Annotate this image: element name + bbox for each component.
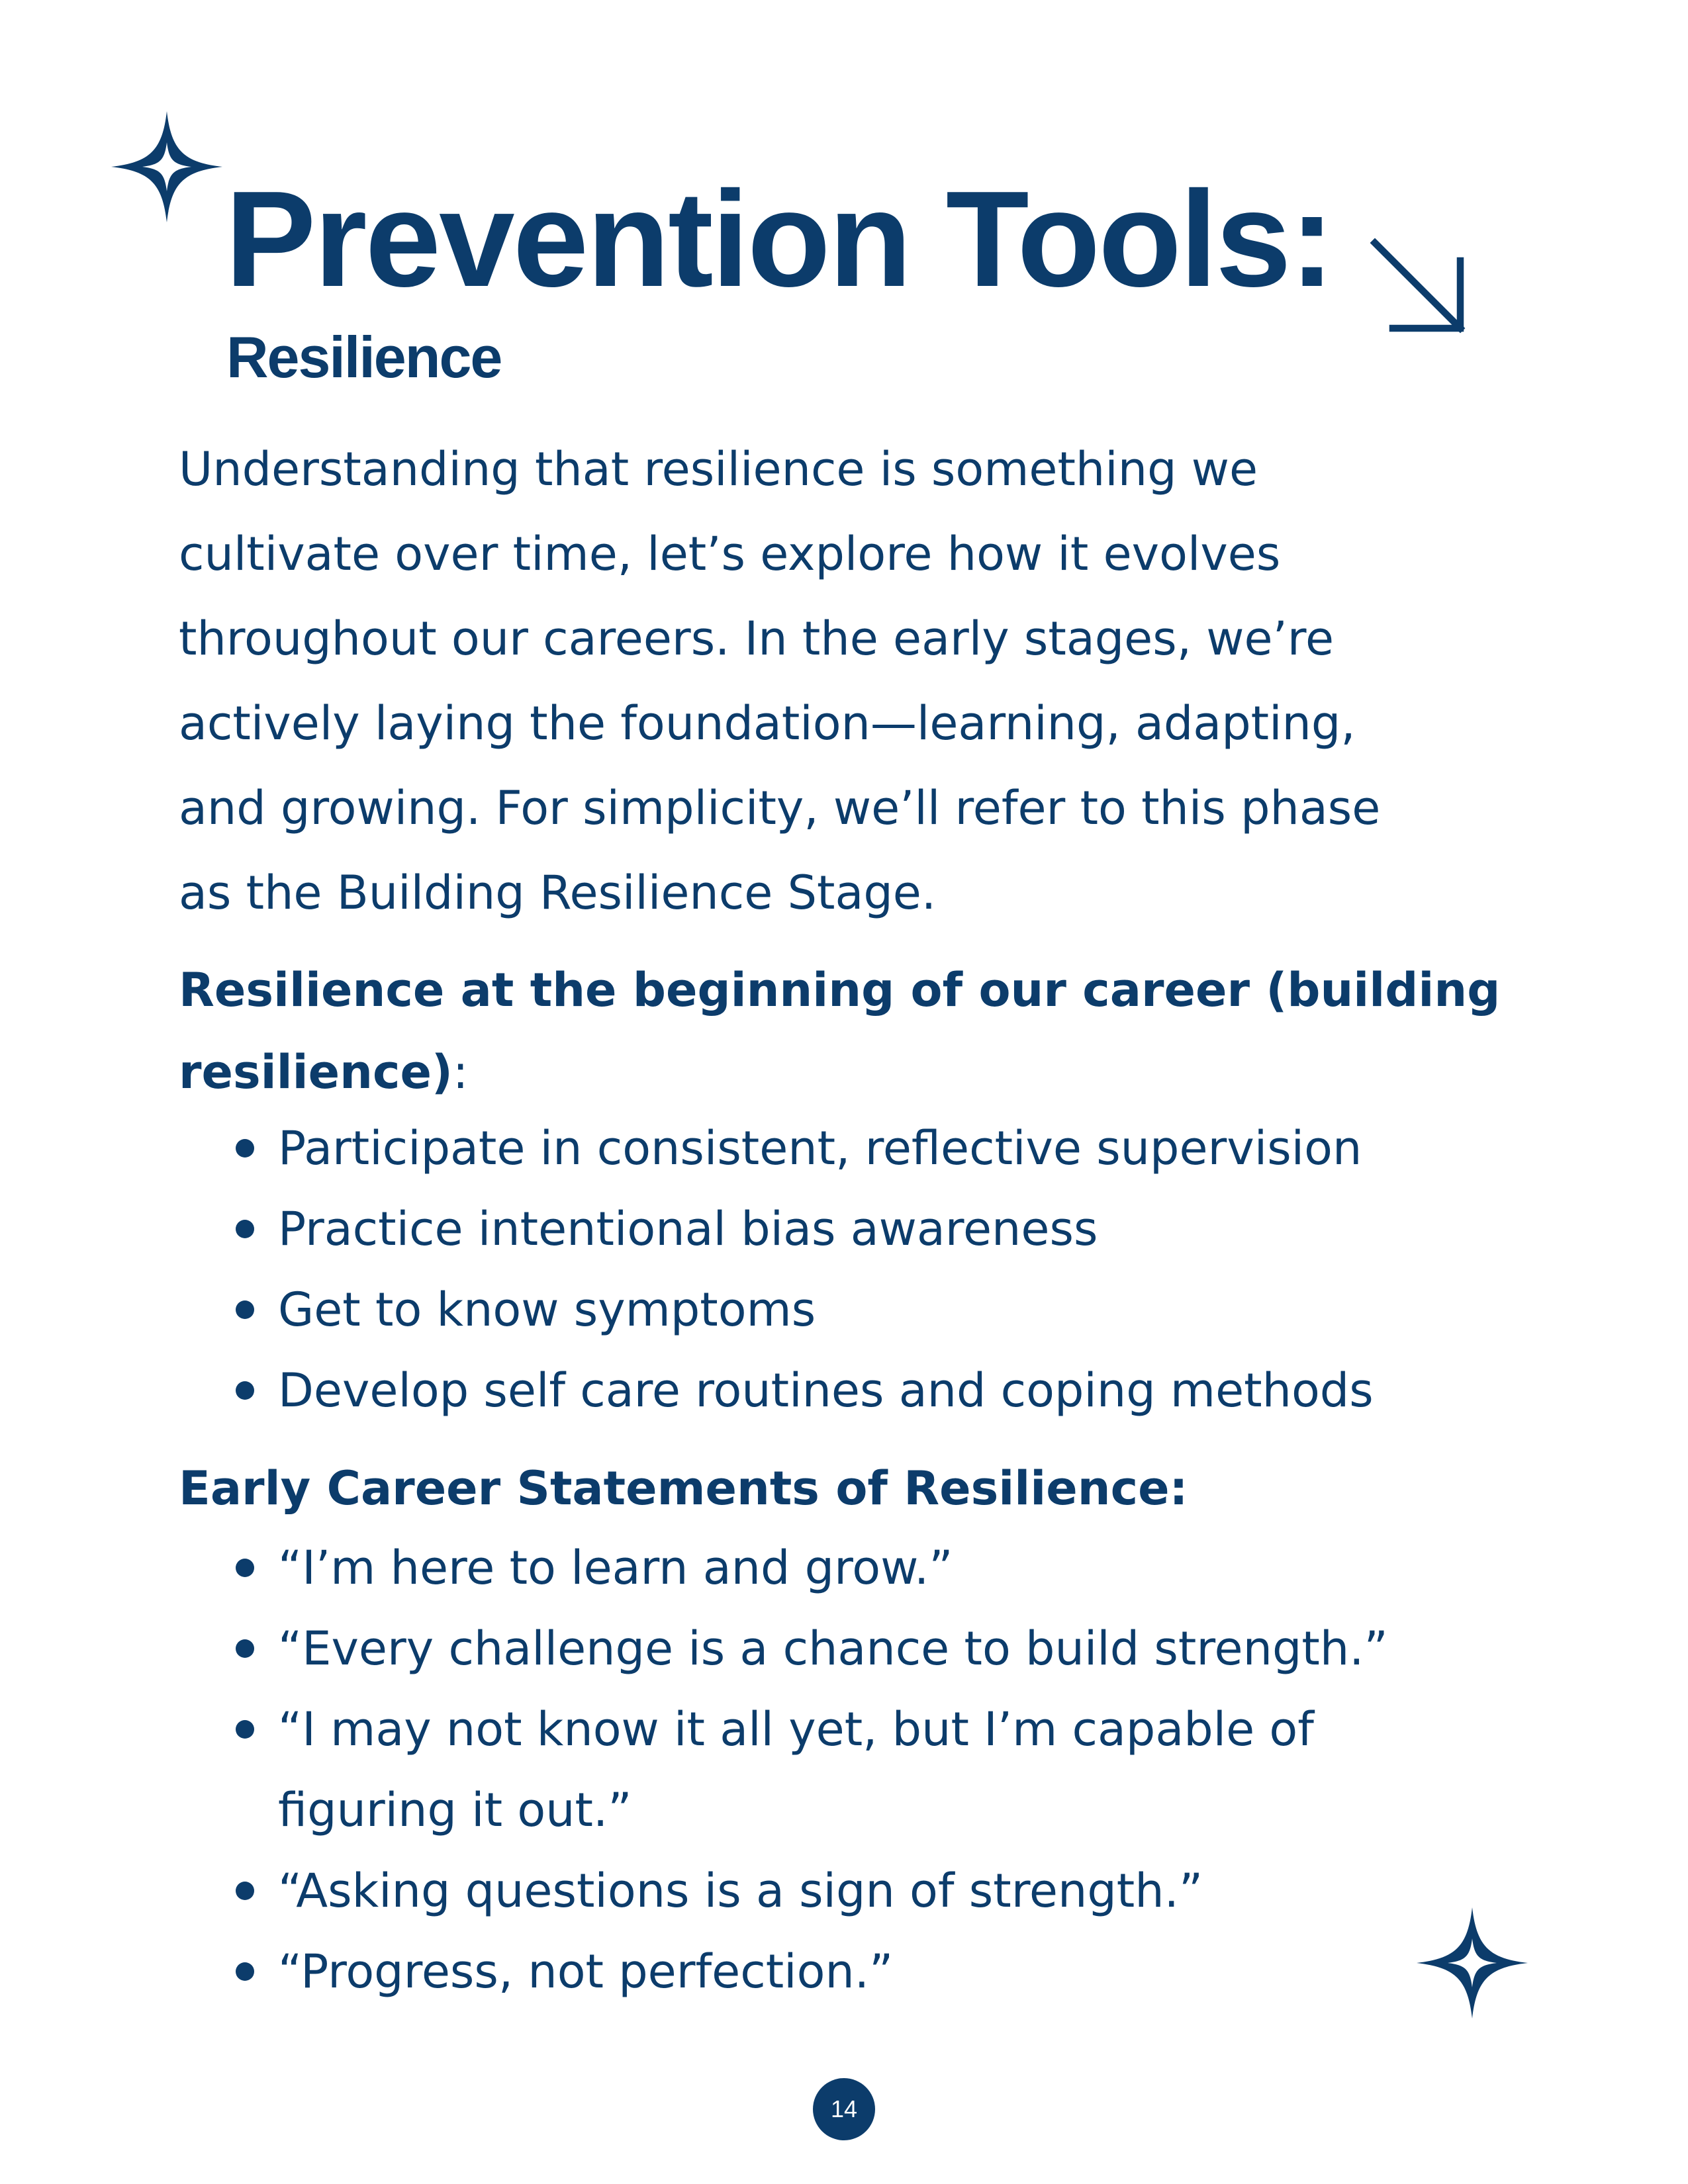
list-item bbox=[179, 1269, 1536, 1350]
intro-paragraph bbox=[179, 427, 1536, 935]
list-item bbox=[179, 1527, 1536, 1608]
list-item-text: Get to know symptoms bbox=[278, 1283, 816, 1337]
intro-line: and growing. For simplicity, we’ll refer to this phase bbox=[179, 781, 1381, 835]
list-item bbox=[179, 1689, 1536, 1770]
bullet-icon bbox=[236, 1139, 254, 1158]
intro-line: as the Building Resilience Stage. bbox=[179, 866, 937, 920]
list-item bbox=[179, 1189, 1536, 1269]
intro-line: throughout our careers. In the early stages, we’re bbox=[179, 612, 1335, 666]
list-item bbox=[179, 1108, 1536, 1189]
list-item bbox=[179, 1350, 1536, 1431]
bullet-icon bbox=[236, 1962, 254, 1981]
building-resilience-list bbox=[179, 1108, 1536, 1431]
statements-list bbox=[179, 1527, 1536, 2012]
heading-line: Resilience at the beginning of our career (building bbox=[179, 963, 1501, 1017]
heading-word: resilience) bbox=[179, 1045, 453, 1099]
page-number-badge: 14 bbox=[813, 2078, 875, 2140]
bullet-icon bbox=[236, 1559, 254, 1577]
page-title: Prevention Tools: bbox=[225, 163, 1333, 315]
section-heading-statements: Early Career Statements of Resilience: bbox=[179, 1461, 1188, 1516]
sparkle-icon bbox=[1417, 1907, 1528, 2019]
intro-line: actively laying the foundation—learning, adapting, bbox=[179, 696, 1356, 751]
list-item-text: “I may not know it all yet, but I’m capable of bbox=[278, 1702, 1314, 1756]
list-item-text: “Every challenge is a chance to build strength.” bbox=[278, 1621, 1388, 1676]
arrow-down-right-icon bbox=[1369, 237, 1468, 336]
intro-line: cultivate over time, let’s explore how it evolves bbox=[179, 527, 1281, 581]
list-item bbox=[179, 1931, 1536, 2012]
section-heading-building-resilience bbox=[179, 949, 1536, 1113]
bullet-icon bbox=[236, 1882, 254, 1900]
list-item-text: “I’m here to learn and grow.” bbox=[278, 1541, 953, 1595]
list-item bbox=[179, 1850, 1536, 1931]
list-item-text: Practice intentional bias awareness bbox=[278, 1202, 1098, 1256]
sparkle-icon bbox=[111, 111, 222, 222]
heading-line bbox=[179, 1031, 1536, 1113]
list-item-text: “Asking questions is a sign of strength.” bbox=[278, 1864, 1203, 1918]
bullet-icon bbox=[236, 1300, 254, 1319]
bullet-icon bbox=[236, 1220, 254, 1238]
list-item-continuation bbox=[179, 1770, 1536, 1850]
list-item-text: Participate in consistent, reflective supervision bbox=[278, 1121, 1362, 1175]
page-subtitle: Resilience bbox=[226, 324, 502, 390]
list-item-text: figuring it out.” bbox=[278, 1783, 632, 1837]
list-item-text: “Progress, not perfection.” bbox=[278, 1944, 894, 1999]
bullet-icon bbox=[236, 1639, 254, 1658]
bullet-icon bbox=[236, 1381, 254, 1400]
list-item bbox=[179, 1608, 1536, 1689]
intro-line: Understanding that resilience is something we bbox=[179, 442, 1258, 496]
list-item-text: Develop self care routines and coping methods bbox=[278, 1363, 1374, 1418]
bullet-icon bbox=[236, 1720, 254, 1739]
heading-colon: : bbox=[452, 1045, 469, 1099]
